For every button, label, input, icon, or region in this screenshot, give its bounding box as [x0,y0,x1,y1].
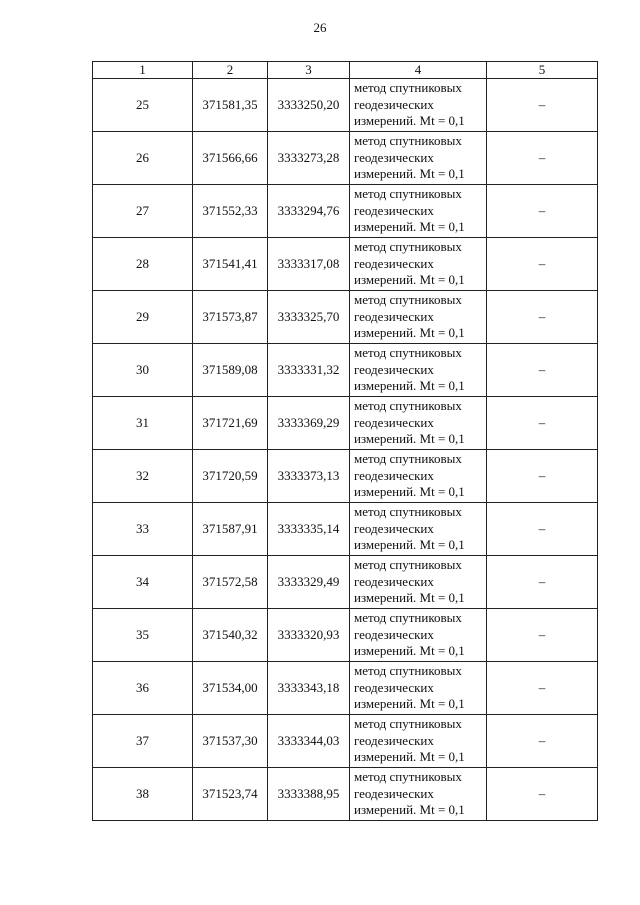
method-line-2: геодезических [354,255,434,271]
method-description [350,609,487,662]
table-row [93,79,598,132]
method-line-2: геодезических [354,679,434,695]
method-description [350,397,487,450]
coordinate-x: 371534,00 [193,662,268,715]
method-line-1: метод спутниковых [354,345,462,361]
table-row [93,291,598,344]
coordinate-y: 3333344,03 [268,715,350,768]
coordinate-y: 3333369,29 [268,397,350,450]
method-description [350,291,487,344]
table-row [93,609,598,662]
method-line-1: метод спутниковых [354,663,462,679]
method-description [350,715,487,768]
description-dash: – [487,344,598,397]
method-line-3: измерений. Mt = 0,1 [354,802,465,818]
description-dash: – [487,556,598,609]
point-number: 37 [93,715,193,768]
method-line-3: измерений. Mt = 0,1 [354,325,465,341]
table-row [93,556,598,609]
description-dash: – [487,609,598,662]
coordinate-y: 3333335,14 [268,503,350,556]
method-line-2: геодезических [354,626,434,642]
table-row [93,397,598,450]
header-col-2: 2 [193,62,268,79]
method-description [350,556,487,609]
coordinate-y: 3333329,49 [268,556,350,609]
coordinate-y: 3333325,70 [268,291,350,344]
method-line-2: геодезических [354,308,434,324]
method-line-2: геодезических [354,732,434,748]
description-dash: – [487,238,598,291]
method-line-3: измерений. Mt = 0,1 [354,590,465,606]
method-line-2: геодезических [354,467,434,483]
method-description [350,185,487,238]
description-dash: – [487,662,598,715]
method-line-1: метод спутниковых [354,451,462,467]
coordinate-x: 371552,33 [193,185,268,238]
point-number: 33 [93,503,193,556]
table-header-row [93,62,598,79]
point-number: 29 [93,291,193,344]
table-row [93,768,598,821]
table-row [93,715,598,768]
point-number: 26 [93,132,193,185]
coordinate-y: 3333343,18 [268,662,350,715]
method-description [350,450,487,503]
coordinate-x: 371573,87 [193,291,268,344]
method-line-3: измерений. Mt = 0,1 [354,431,465,447]
coordinate-y: 3333273,28 [268,132,350,185]
point-number: 25 [93,79,193,132]
method-description [350,344,487,397]
point-number: 35 [93,609,193,662]
table-row [93,662,598,715]
method-line-3: измерений. Mt = 0,1 [354,166,465,182]
method-line-3: измерений. Mt = 0,1 [354,643,465,659]
coordinate-x: 371721,69 [193,397,268,450]
method-line-1: метод спутниковых [354,292,462,308]
coordinate-y: 3333294,76 [268,185,350,238]
method-line-2: геодезических [354,149,434,165]
method-line-1: метод спутниковых [354,769,462,785]
coordinate-x: 371523,74 [193,768,268,821]
table-row [93,450,598,503]
method-line-1: метод спутниковых [354,398,462,414]
coordinate-x: 371540,32 [193,609,268,662]
method-line-1: метод спутниковых [354,610,462,626]
header-col-1: 1 [93,62,193,79]
coordinate-y: 3333373,13 [268,450,350,503]
method-line-2: геодезических [354,96,434,112]
method-line-3: измерений. Mt = 0,1 [354,113,465,129]
description-dash: – [487,450,598,503]
point-number: 31 [93,397,193,450]
method-line-2: геодезических [354,202,434,218]
method-line-2: геодезических [354,361,434,377]
method-line-3: измерений. Mt = 0,1 [354,696,465,712]
method-line-1: метод спутниковых [354,186,462,202]
method-line-1: метод спутниковых [354,557,462,573]
method-description [350,768,487,821]
page-number: 26 [313,20,327,35]
coordinate-x: 371537,30 [193,715,268,768]
method-description [350,132,487,185]
method-description [350,662,487,715]
point-number: 27 [93,185,193,238]
method-description [350,238,487,291]
coordinate-y: 3333250,20 [268,79,350,132]
description-dash: – [487,291,598,344]
description-dash: – [487,132,598,185]
table-row [93,132,598,185]
method-description [350,79,487,132]
coordinate-x: 371566,66 [193,132,268,185]
header-col-5: 5 [487,62,598,79]
method-line-3: измерений. Mt = 0,1 [354,537,465,553]
point-number: 38 [93,768,193,821]
coordinate-x: 371587,91 [193,503,268,556]
coordinate-x: 371720,59 [193,450,268,503]
method-line-2: геодезических [354,785,434,801]
point-number: 34 [93,556,193,609]
description-dash: – [487,185,598,238]
method-line-3: измерений. Mt = 0,1 [354,378,465,394]
method-line-2: геодезических [354,573,434,589]
coordinate-x: 371589,08 [193,344,268,397]
method-line-2: геодезических [354,414,434,430]
coordinate-x: 371541,41 [193,238,268,291]
method-line-1: метод спутниковых [354,133,462,149]
method-line-3: измерений. Mt = 0,1 [354,749,465,765]
method-line-3: измерений. Mt = 0,1 [354,484,465,500]
header-col-4: 4 [350,62,487,79]
method-line-2: геодезических [354,520,434,536]
description-dash: – [487,715,598,768]
point-number: 36 [93,662,193,715]
point-number: 32 [93,450,193,503]
coordinate-y: 3333320,93 [268,609,350,662]
table-row [93,503,598,556]
method-line-1: метод спутниковых [354,716,462,732]
point-number: 30 [93,344,193,397]
coordinates-table [92,61,598,821]
method-description [350,503,487,556]
description-dash: – [487,503,598,556]
method-line-3: измерений. Mt = 0,1 [354,272,465,288]
coordinate-y: 3333317,08 [268,238,350,291]
method-line-1: метод спутниковых [354,80,462,96]
coordinate-y: 3333331,32 [268,344,350,397]
description-dash: – [487,79,598,132]
table-row [93,344,598,397]
table-row [93,238,598,291]
coordinate-x: 371581,35 [193,79,268,132]
coordinate-y: 3333388,95 [268,768,350,821]
point-number: 28 [93,238,193,291]
table-row [93,185,598,238]
method-line-1: метод спутниковых [354,504,462,520]
method-line-3: измерений. Mt = 0,1 [354,219,465,235]
description-dash: – [487,397,598,450]
coordinate-x: 371572,58 [193,556,268,609]
description-dash: – [487,768,598,821]
method-line-1: метод спутниковых [354,239,462,255]
header-col-3: 3 [268,62,350,79]
